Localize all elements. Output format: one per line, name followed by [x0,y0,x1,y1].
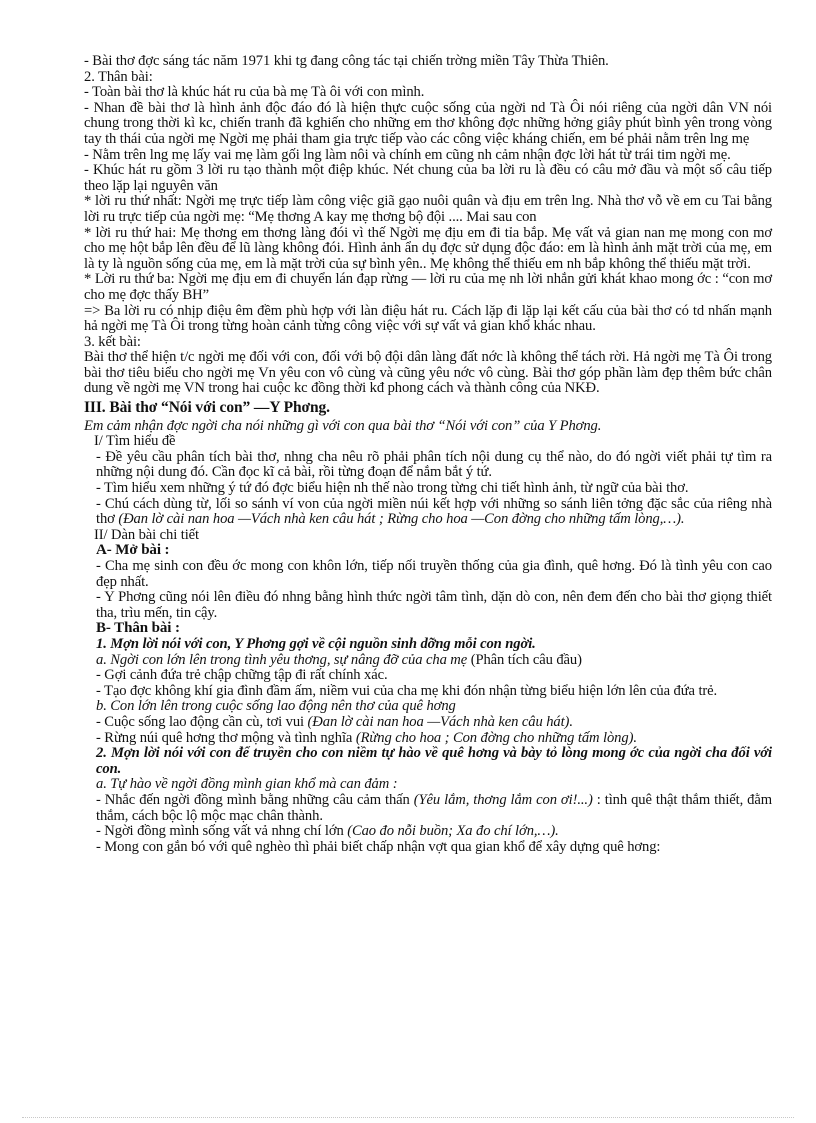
item-example: (Yêu lắm, thơng lắm con ơi!...) [413,791,593,808]
item-example: (Cao đo nỗi buồn; Xa đo chí lớn,…). [347,823,559,840]
document-body [84,54,772,855]
subpoint-italic: a. Ngời con lớn lên trong tình yêu thơng, sự nâng đỡ của cha mẹ [96,651,471,668]
than-bai-item [84,824,772,840]
than-bai-item [84,793,772,824]
mo-bai-item: - Y Phơng cũng nói lên điều đó nhng bằng hình thức ngời tâm tình, dặn dò con, nên đem đến cho bài thơ giọng thiết tha, trìu mến, tin cậy. [96,589,772,621]
text-line: 3. kết bài: [84,333,141,350]
part1-item: - Tìm hiểu xem những ý tứ đó đợc biểu hiện nh thế nào trong từng chi tiết hình ảnh, từ ngữ của bài thơ. [96,480,689,497]
section-title: III. Bài thơ “Nói với con” —Y Phơng. [84,399,330,417]
than-bai-heading: B- Thân bài : [96,620,180,637]
text-line: => Ba lời ru có nhịp điệu êm đềm phù hợp với làn điệu hát ru. Cách lặp đi lặp lại kết cấu của bài thơ có td nhấn mạnh hả ngời mẹ Tà Ôi trong từng hoàn cảnh từng công việc với sự vất vả gian khổ khác nhau. [84,302,772,335]
part1-heading: I/ Tìm hiểu đề [94,433,176,450]
item-text: - Nhắc đến ngời đồng mình bằng những câu cảm thấn [96,791,414,808]
text-line: - Nằm trên lng mẹ lấy vai mẹ làm gối lng làm nôi và chính em cũng nh cảm nhận đợc lời hát từ trái tim ngời mẹ. [84,146,731,163]
essay-prompt: Em cảm nhận đợc ngời cha nói những gì với con qua bài thơ “Nói với con” của Y Phơng. [84,417,602,434]
mo-bai-item: - Cha mẹ sinh con đều ớc mong con khôn lớn, tiếp nối truyền thống của gia đình, quê hơng. Đó là tình yêu con cao đẹp nhất. [96,558,772,590]
text-line: - Khúc hát ru gồm 3 lời ru tạo thành một điệp khúc. Nét chung của ba lời ru là đều có câu mở đầu và một số câu tiếp theo lặp lại nguyên văn [84,162,772,194]
text-line: * lời ru thứ hai: Mẹ thơng em thơng làng đói vì thế Ngời mẹ địu em đi tỉa bắp. Mẹ vất vả gian nan mẹ mong con mơ cho mẹ hột bắp lên đều để lũ làng không đói. Hình ảnh ẩn dụ đợc sử dụng độc đáo: em là hình ảnh mặt trời của mẹ, em là ty là nguồn sống của mẹ, em là mặt trời của sự bình yên.. Mẹ không thể thiếu em nh bắp không thể thiếu mặt trời. [84,224,772,272]
than-bai-point-2: 2. Mợn lời nói với con để truyền cho con niềm tự hào về quê hơng và bày tỏ lòng mong ớc của ngời cha đối với con. [96,745,772,777]
item-example: (Đan lờ cài nan hoa —Vách nhà ken câu hát). [307,713,573,730]
than-bai-subpoint: b. Con lớn lên trong cuộc sống lao động nên thơ của quê hơng [96,698,456,715]
than-bai-item: - Gợi cảnh đứa trẻ chập chững tập đi rất chính xác. [96,667,388,684]
part1-item-text: - Chú cách dùng từ, lối so sánh ví von của ngời miền núi kết hợp với những so sánh liên tởng đặc sắc của riêng nhà thơ [96,495,772,528]
part1-item: - Đề yêu cầu phân tích bài thơ, nhng cha nêu rõ phải phân tích nội dung cụ thể nào, do đó ngời viết phải tự tìm ra những nội dung đó. Cần đọc kĩ cả bài, rồi từng đoạn để nắm bắt ý tứ. [96,448,772,481]
subpoint-note: (Phân tích câu đầu) [470,651,582,668]
part2-heading: II/ Dàn bài chi tiết [94,526,199,543]
text-line: 2. Thân bài: [84,68,153,85]
item-text: - Ngời đồng mình sống vất vả nhng chí lớn [96,823,348,840]
text-line: Bài thơ thể hiện t/c ngời mẹ đối với con, đối với bộ đội dân làng đất nớc là không thể tách rời. Hả ngời mẹ Tà Ôi trong bài thơ tiêu biểu cho ngời mẹ Vn yêu con vô cùng và cũng yêu nớc vô cùng. Bài thơ góp phần làm đẹp thêm bức chân dung về ngời mẹ VN trong hai cuộc kc đồng thời kđ phong cách và thành công của NKĐ. [84,349,772,397]
text-line: - Nhan đề bài thơ là hình ảnh độc đáo đó là hiện thực cuộc sống của ngời nd Tà Ôi nói riêng của ngời dân VN nói chung trong thời kì kc, chiến tranh đã kghiến cho những em thơ không đợc những hởng giây phút bình yên trong vòng tay th thái của ngời mẹ Ngời mẹ phải tham gia trực tiếp vào các công việc kháng chiến, em bé phải nằm trên lng mẹ [84,99,772,147]
part1-item-example: (Đan lờ cài nan hoa —Vách nhà ken câu hát ; Rừng cho hoa —Con đờng cho những tấm lòng,…). [118,511,685,528]
than-bai-item: - Tạo đợc không khí gia đình đầm ấm, niềm vui của cha mẹ khi đón nhận từng biểu hiện lớn lên của đứa trẻ. [96,682,718,699]
than-bai-subpoint [84,653,772,669]
than-bai-item [84,731,772,747]
than-bai-subpoint: a. Tự hào về ngời đồng mình gian khổ mà can đảm : [96,776,398,793]
than-bai-item [84,715,772,731]
mo-bai-heading: A- Mở bài : [96,542,170,559]
than-bai-point-1: 1. Mợn lời nói với con, Y Phơng gợi về cội nguồn sinh dỡng mỗi con ngời. [96,635,536,652]
part1-item [84,497,772,528]
item-example: (Rừng cho hoa ; Con đờng cho những tấm lòng). [355,729,637,746]
than-bai-item: - Mong con gắn bó với quê nghèo thì phải biết chấp nhận vợt qua gian khổ để xây dựng quê hơng: [96,838,661,855]
item-text-end: : tình quê thật thắm thiết, đằm thắm, cách bộc lộ mộc mạc chân thành. [96,791,772,824]
page-bottom-divider [22,1117,794,1118]
text-line: * lời ru thứ nhất: Ngời mẹ trực tiếp làm công việc giã gạo nuôi quân và địu em trên lng. Nhà thơ vỗ về em cu Tai bằng lời ru trực tiếp của ngời mẹ: “Mẹ thơng A kay mẹ thơng bộ đội .... Mai sau con [84,193,772,225]
item-text: - Cuộc sống lao động cần cù, tơi vui [96,713,308,730]
text-line: - Bài thơ đợc sáng tác năm 1971 khi tg đang công tác tại chiến trờng miền Tây Thừa Thiên. [84,53,609,69]
item-text: - Rừng núi quê hơng thơ mộng và tình nghĩa [96,729,356,746]
text-line: * Lời ru thứ ba: Ngời mẹ địu em đi chuyển lán đạp rừng — lời ru của mẹ nh lời nhắn gửi khát khao mong ớc : “con mơ cho mẹ đợc thấy BH” [84,271,772,303]
text-line: - Toàn bài thơ là khúc hát ru của bà mẹ Tà ôi với con mình. [84,84,425,101]
